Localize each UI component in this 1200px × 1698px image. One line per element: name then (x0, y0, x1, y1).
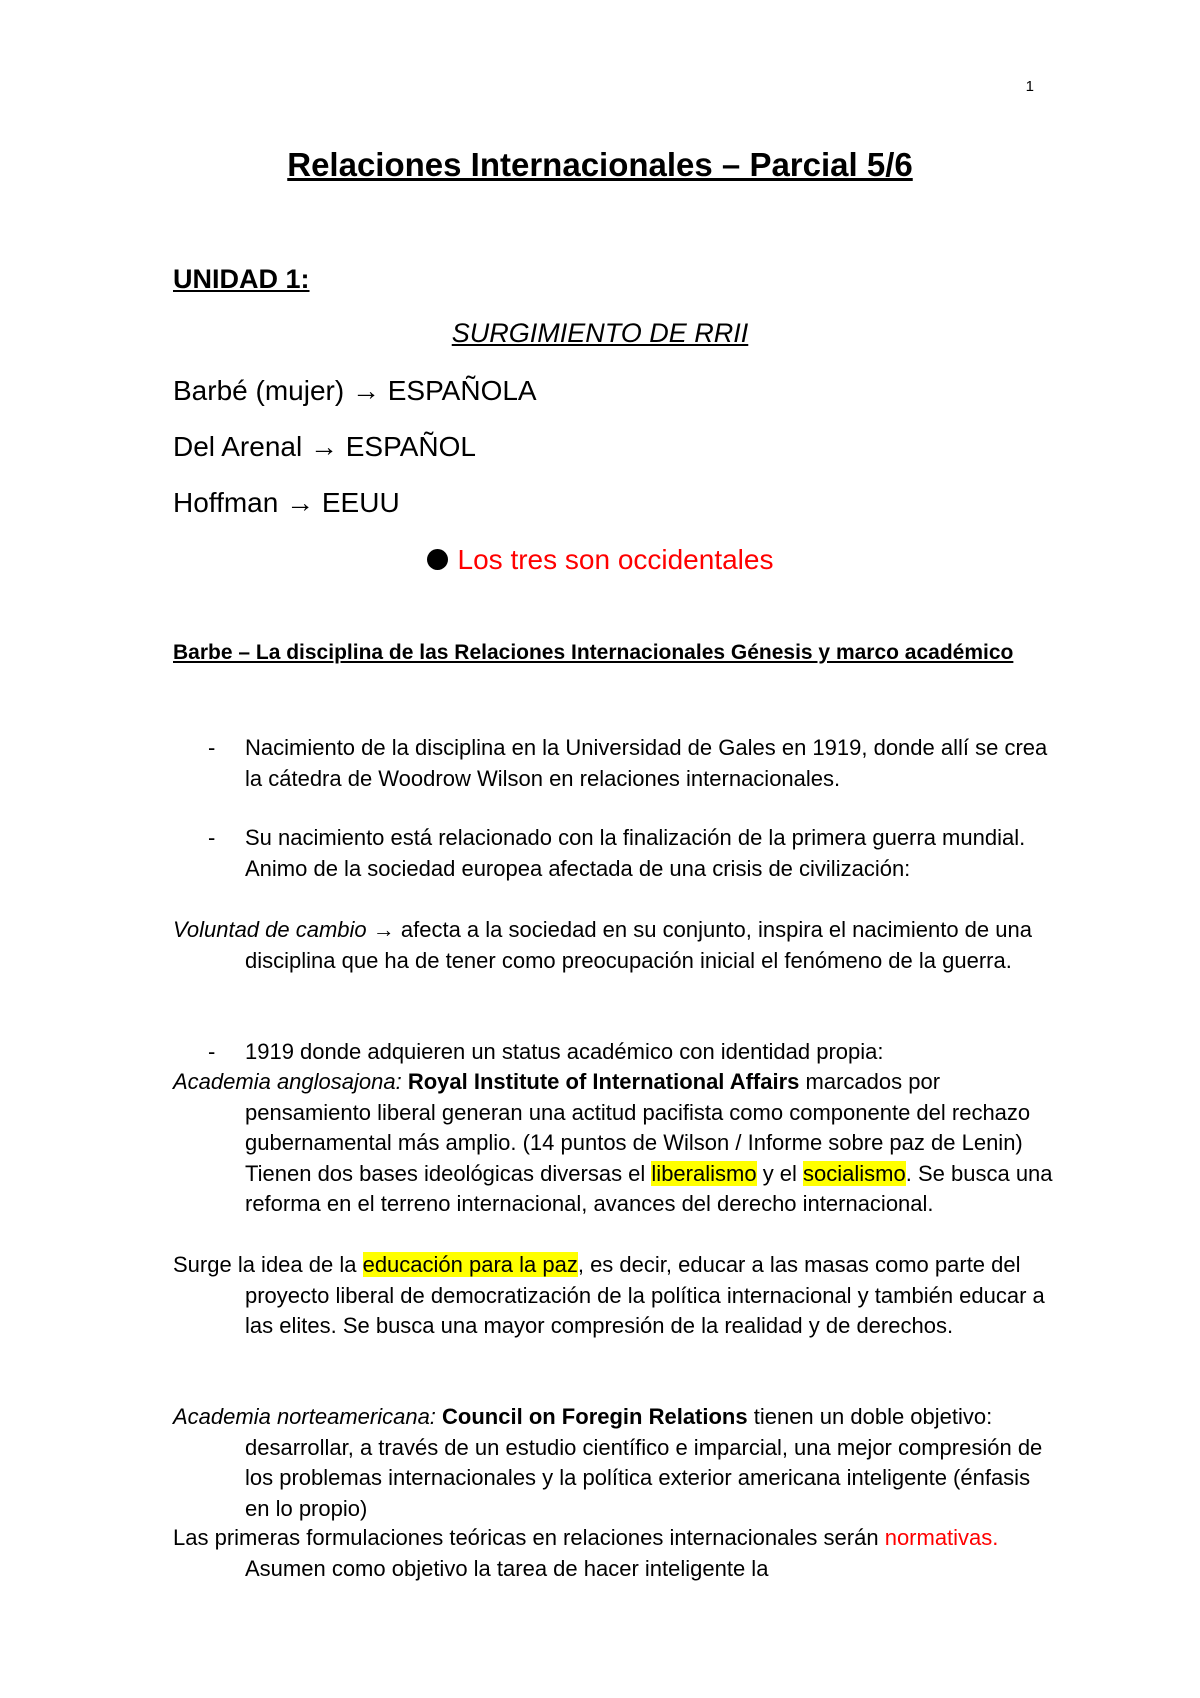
paragraph-text: 1919 donde adquieren un status académico con identidad propia: (245, 1039, 884, 1064)
paragraph-academia-anglosajona (173, 1067, 1053, 1220)
page-number: 1 (1025, 78, 1034, 95)
paragraph-text: . Se busca una reforma en el terreno internacional, avances del derecho internacional. (245, 1160, 1053, 1216)
paragraph-formulaciones (173, 1523, 1053, 1584)
paragraph-text: Asumen como objetivo la tarea de hacer inteligente la (245, 1555, 769, 1581)
paragraph-text: marcados por pensamiento liberal generan una actitud pacifista como componente del rechazo gubernamental más amplio. (14 puntos de Wilson / Informe sobre paz de Lenin) Tienen dos bases ideológicas diversas el (245, 1069, 1031, 1186)
document-title: Relaciones Internacionales – Parcial 5/6 (287, 146, 913, 183)
paragraph-text: → afecta a la sociedad en su conjunto, inspira el nacimiento de una disciplina que ha de tener como preocupación inicial el fenómeno de la guerra. (245, 917, 1032, 973)
paragraph-dash (173, 1037, 1053, 1068)
section-title: SURGIMIENTO DE RRII (451, 318, 749, 348)
paragraph-text: Surge la idea de la (173, 1252, 363, 1277)
author-line: Hoffman → EEUU (173, 487, 400, 518)
highlighted-term: educación para la paz (362, 1252, 578, 1277)
author-line: Del Arenal → ESPAÑOL (173, 431, 476, 462)
bold-term: Council on Foregin Relations (442, 1404, 748, 1429)
paragraph-text: Su nacimiento está relacionado con la finalización de la primera guerra mundial. Animo de la sociedad europea afectada de una crisis de civilización: (245, 825, 1026, 881)
bold-term: Royal Institute of International Affairs (407, 1069, 800, 1094)
highlighted-term: liberalismo (651, 1160, 757, 1186)
paragraph-text: y el (756, 1160, 804, 1186)
reference-heading: Barbe – La disciplina de las Relaciones Internacionales Génesis y marco académico (173, 641, 1014, 664)
dash-marker: - (208, 735, 216, 760)
bullet-note-text: Los tres son occidentales (457, 544, 774, 575)
dash-marker: - (208, 1039, 216, 1064)
unit-heading: UNIDAD 1: (173, 264, 310, 294)
paragraph-text: Nacimiento de la disciplina en la Universidad de Gales en 1919, donde allí se crea la cátedra de Woodrow Wilson en relaciones internacionales. (245, 735, 1048, 791)
red-term: normativas. (884, 1525, 999, 1550)
paragraph-voluntad (173, 915, 1053, 976)
paragraph-dash (173, 733, 1053, 794)
paragraph-educacion (173, 1250, 1053, 1342)
dash-marker: - (208, 825, 216, 850)
paragraph-text: tienen un doble objetivo: desarrollar, a través de un estudio científico e imparcial, una mejor compresión de los problemas internacionales y la política exterior americana inteligente (énfasis en lo propio) (245, 1404, 1043, 1521)
paragraph-text: , es decir, educar a las masas como parte del proyecto liberal de democratización de la política internacional y también educar a las elites. Se busca una mayor compresión de la realidad y de derechos. (245, 1252, 1045, 1338)
italic-label: Academia norteamericana: (173, 1404, 436, 1429)
paragraph-dash (173, 823, 1053, 884)
highlighted-term: socialismo (803, 1160, 906, 1186)
author-line: Barbé (mujer) → ESPAÑOLA (173, 375, 537, 406)
italic-label: Academia anglosajona: (173, 1069, 402, 1094)
bullet-icon (427, 549, 448, 570)
paragraph-text: Las primeras formulaciones teóricas en relaciones internacionales serán (173, 1525, 885, 1550)
paragraph-academia-norteamericana (173, 1402, 1053, 1524)
bullet-note (0, 544, 1200, 576)
italic-label: Voluntad de cambio (173, 917, 367, 942)
